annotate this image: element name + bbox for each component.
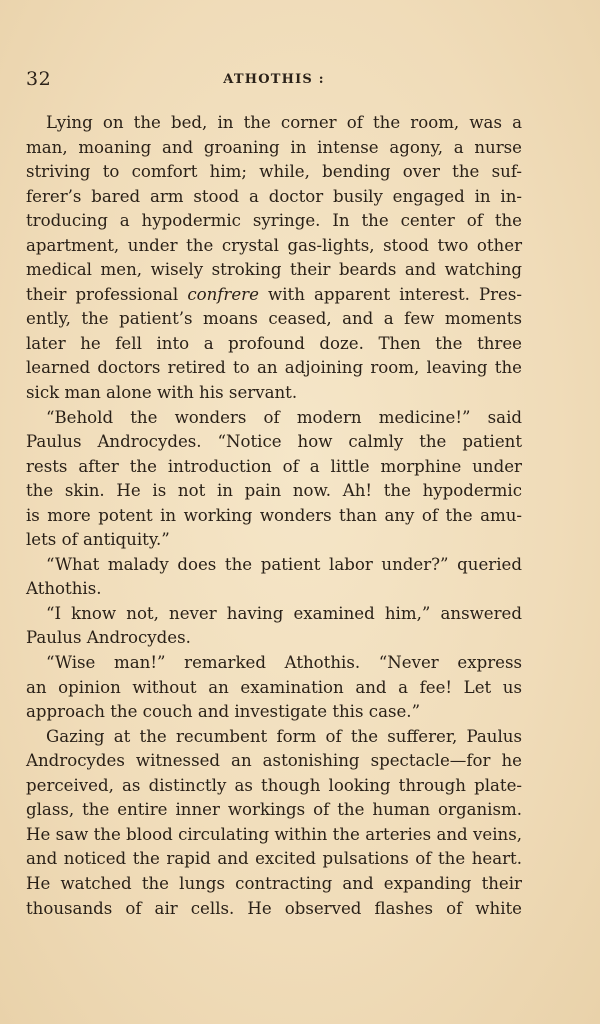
text-line: perceived, as distinctly as though looking through plate- — [26, 775, 522, 795]
text-line: troducing a hypodermic syringe. In the center of the — [26, 211, 522, 231]
page-number: 32 — [26, 68, 52, 90]
text-line: glass, the entire inner workings of the human organism. — [26, 800, 522, 820]
text-line: man, moaning and groaning in intense agony, a nurse — [26, 137, 522, 157]
text-line: and noticed the rapid and excited pulsations of the heart. — [26, 849, 522, 869]
running-head — [26, 62, 522, 96]
text-line: the skin. He is not in pain now. Ah! the hypodermic — [26, 481, 522, 501]
text-segment: with apparent interest. Pres- — [258, 284, 523, 304]
text-line: Gazing at the recumbent form of the sufferer, Paulus — [46, 726, 522, 746]
text-line: later he fell into a profound doze. Then the three — [26, 333, 522, 353]
text-line: learned doctors retired to an adjoining room, leaving the — [26, 358, 522, 378]
text-segment: their professional — [26, 284, 188, 304]
text-line: Androcydes witnessed an astonishing spectacle—for he — [26, 751, 522, 771]
text-line: He watched the lungs contracting and expanding their — [26, 873, 522, 893]
text-line: apartment, under the crystal gas-lights, stood two other — [26, 235, 522, 255]
text-line: approach the couch and investigate this case.” — [26, 702, 421, 722]
text-line: thousands of air cells. He observed flashes of white — [26, 898, 522, 918]
text-line: He saw the blood circulating within the arteries and veins, — [26, 824, 522, 844]
text-line: Paulus Androcydes. — [26, 628, 191, 648]
text-line — [26, 283, 522, 308]
text-line: Lying on the bed, in the corner of the room, was a — [46, 113, 522, 132]
text-line: medical men, wisely stroking their beards and watching — [26, 260, 522, 280]
body-text — [26, 111, 522, 921]
text-line: rests after the introduction of a little morphine under — [26, 456, 522, 476]
text-line: Athothis. — [26, 579, 102, 599]
text-line: an opinion without an examination and a fee! Let us — [26, 677, 522, 697]
text-line: is more potent in working wonders than any of the amu- — [26, 505, 522, 525]
text-line: “Wise man!” remarked Athothis. “Never express — [46, 653, 522, 673]
italic-word: confrere — [187, 284, 259, 304]
text-line: sick man alone with his servant. — [26, 383, 298, 403]
running-title: ATHOTHIS : — [223, 72, 325, 87]
text-line: ferer’s bared arm stood a doctor busily engaged in in- — [26, 186, 522, 206]
text-line: lets of antiquity.” — [26, 530, 170, 550]
text-line: “What malady does the patient labor under?” queried — [46, 554, 522, 574]
text-line: ently, the patient’s moans ceased, and a few moments — [26, 309, 522, 329]
text-line: Paulus Androcydes. “Notice how calmly the patient — [26, 432, 522, 452]
text-line: “I know not, never having examined him,” answered — [46, 603, 522, 623]
text-line: “Behold the wonders of modern medicine!” said — [46, 407, 522, 427]
text-line: striving to comfort him; while, bending over the suf- — [26, 162, 522, 182]
book-page — [26, 62, 522, 921]
